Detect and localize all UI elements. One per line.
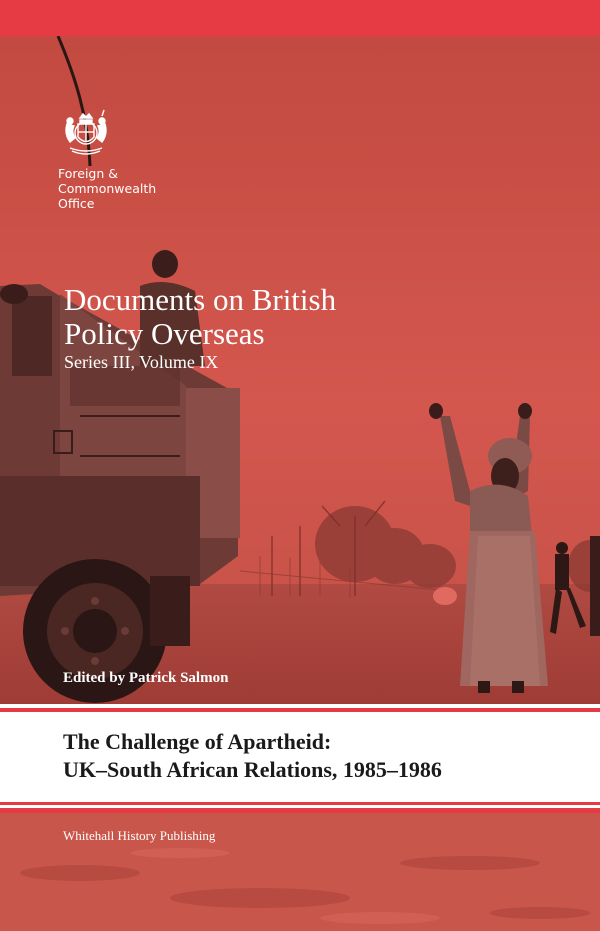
- series-title-line-2: Policy Overseas: [64, 316, 265, 351]
- fco-line-3: Office: [58, 196, 95, 211]
- royal-coat-of-arms-icon: [58, 104, 114, 160]
- imprint-name: Whitehall History Publishing: [63, 828, 216, 843]
- series-volume: Series III, Volume IX: [64, 352, 219, 372]
- book-title-line-1: The Challenge of Apartheid:: [63, 729, 332, 754]
- book-title: [63, 728, 442, 784]
- fco-line-1: Foreign &: [58, 166, 118, 181]
- book-title-line-2: UK–South African Relations, 1985–1986: [63, 757, 442, 782]
- bottom-photo-strip: [0, 813, 600, 931]
- top-red-band: [0, 0, 600, 36]
- fco-logo: [58, 104, 228, 211]
- series-title: [64, 283, 544, 373]
- series-title-line-1: Documents on British: [64, 282, 337, 317]
- fco-line-2: Commonwealth: [58, 181, 157, 196]
- divider-red-top: [0, 708, 600, 712]
- editor-credit: Edited by Patrick Salmon: [63, 670, 229, 686]
- fco-name: [58, 166, 228, 211]
- divider-red-thin: [0, 802, 600, 805]
